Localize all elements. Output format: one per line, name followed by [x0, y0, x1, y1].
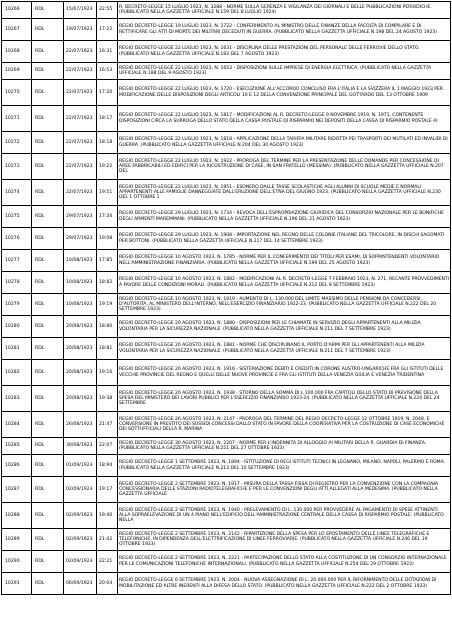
source-type: RDL — [32, 41, 64, 63]
decree-code: 20:04 — [97, 573, 118, 595]
decree-code: 19:22 — [97, 154, 118, 180]
decree-description: REGIO DECRETO-LEGGE 20 AGOSTO 1923, N. 1916 - SISTEMAZIONE DEBITI E CREDITI IN CORONE AUSTRO-UNGARICHE FRA GLI ISTITUTI DELLE VECCHIE PROVINCIE DEL REGNO E QUELLI DELLE NUOVE PROVINCIE E FRA GLI ISTITUTI DELLA VENEZIA GIULIA E VENEZIA TRIDENTINA — [118, 360, 451, 386]
table-row — [2, 106, 451, 132]
decree-code: 18:80 — [97, 316, 118, 338]
record-number: 10287 — [2, 477, 32, 503]
decree-description: REGIO DECRETO-LEGGE 1 SETTEMBRE 1923, N. 1894 - ISTITUZIONE DI REGI ISTITUTI TECNICI IN LEGNANO, MILANO, NAPOLI, PALERMO E ROMA. (PUBBLICATO NELLA GAZZETTA UFFICIALE N.213 DEL 10 SETTEMBRE 1923) — [118, 455, 451, 477]
table-row — [2, 154, 451, 180]
decree-date: 29/07/1923 — [64, 228, 97, 250]
record-number: 10282 — [2, 360, 32, 386]
decree-code: 19:38 — [97, 386, 118, 412]
source-type: RDL — [32, 438, 64, 455]
decree-date: 15/07/1923 — [64, 2, 97, 19]
decree-code: 22:07 — [97, 438, 118, 455]
record-number: 10279 — [2, 294, 32, 316]
table-row — [2, 41, 451, 63]
record-number: 10266 — [2, 2, 32, 19]
decree-code: 19:51 — [97, 180, 118, 206]
table-row — [2, 573, 451, 595]
record-number: 10284 — [2, 412, 32, 438]
source-type: RDL — [32, 338, 64, 360]
decree-code: 16:53 — [97, 63, 118, 80]
decree-description: REGIO DECRETO-LEGGE 22 LUGLIO 1923, N. 1631 - DISCIPLINA DELLE PRESTAZIONI DEL PERSONALE DELLE FERROVIE DELLO STATO. (PUBBLICATO NELLA GAZZETTA UFFICIALE N.183 DEL 7 AGOSTO 1923) — [118, 41, 451, 63]
record-number: 10267 — [2, 19, 32, 41]
table-row — [2, 206, 451, 228]
record-number: 10289 — [2, 529, 32, 551]
decree-code: 18:82 — [97, 272, 118, 294]
decree-description: REGIO DECRETO-LEGGE 20 AGOSTO 1923, N. 1938 - STORNO DELLA SOMMA DI L.100.000 FRA CAPITOLI DELLO STATO DI PREVISIONE DELLA SPESA DEL MINISTERO DEI LAVORI PUBBLICI PER L'ESERCIZIO FINANZIARIO 1923-24. (PUBBLICATO NELLA GAZZETTA UFFICIALE N.224 DEL 24 SETTEMBRE — [118, 386, 451, 412]
decree-date: 22/07/1923 — [64, 80, 97, 106]
decree-date: 30/08/1923 — [64, 438, 97, 455]
record-number: 10290 — [2, 551, 32, 573]
source-type: RDL — [32, 63, 64, 80]
decree-description: REGIO DECRETO-LEGGE 2 SETTEMBRE 1923, N. 2142 - RIPARTIZIONE DELLA SPESA PER LO SPOSTAMENTO DELLE LINEE TELEGRAFICHE E TELEFONICHE, IN DIPENDENZA DELL'ELETTRIFICAZIONE DI LINEE FERROVIARIE. (PUBBLICATO NELLA GAZZETTA UFFICIALE N.246 DEL 19 OTTOBRE 1923) — [118, 529, 451, 551]
source-type: RDL — [32, 106, 64, 132]
table-row — [2, 272, 451, 294]
source-type: RDL — [32, 80, 64, 106]
table-row — [2, 316, 451, 338]
record-number: 10285 — [2, 438, 32, 455]
table-row — [2, 360, 451, 386]
decree-description: REGIO DECRETO-LEGGE 10 AGOSTO 1923, N. 1785 - NORME PER IL CONFERIMENTO DEI TITOLI PER ESAMI, DI SOPRINTENDENTI VOLONTARIO NELL'AMMINISTRAZIONE FINANZIARIA. (PUBBLICATO NELLA GAZZETTA UFFICIALE N.199 DEL 25 AGOSTO 1923) — [118, 250, 451, 272]
decree-date: 22/07/1923 — [64, 106, 97, 132]
decree-description: REGIO DECRETO-LEGGE 29 LUGLIO 1923, N. 1908 - IMPORTAZIONE NEL REGNO DELLE COLONIE ITALIANE DEL TRICOLORE, IN DISCHI SAGOMATI PER BOTTONI. (PUBBLICATO NELLA GAZZETTA UFFICIALE N.217 DEL 14 SETTEMBRE 1923) — [118, 228, 451, 250]
record-number: 10277 — [2, 250, 32, 272]
decree-code: 19:19 — [97, 294, 118, 316]
decree-description: REGIO DECRETO-LEGGE 22 LUGLIO 1923, N. 1922 - PROROGA DEL TERMINE PER LA PRESENTAZIONE DELLE DOMANDE PER CONCESSIONE DI AREE FABBRICABILI ED EDIFICI PER LA RICOSTRUZIONE DI CASE, IN SAN FRATELLO (MESSINA). (PUBBLICATO NELLA GAZZETTA UFFICIALE N.207 DEL — [118, 154, 451, 180]
decree-date: 29/07/1923 — [64, 206, 97, 228]
table-row — [2, 294, 451, 316]
decree-date: 02/09/1923 — [64, 477, 97, 503]
decree-code: 17:22 — [97, 19, 118, 41]
source-type: RDL — [32, 2, 64, 19]
decree-date: 20/08/1923 — [64, 338, 97, 360]
decree-code: 19:40 — [97, 503, 118, 529]
decree-description: REGIO DECRETO-LEGGE 26 AGOSTO 1923, N. 2147 - PROROGA DEL TERMINE DEL REGIO DECRETO-LEGGE 12 OTTOBRE 1919, N. 2048, E CONVERSIONE IN PRESTITO DEI SUSSIDI CONCESSI DALLO STATO IN FAVORE DELLA COOPERATIVA PER LA COSTRUZIONE DI CASE ECONOMICHE DEI SOTTUFFICIALI DELLA R. MARINA — [118, 412, 451, 438]
decree-code: 18:18 — [97, 132, 118, 154]
decree-date: 22/07/1923 — [64, 132, 97, 154]
table-row — [2, 551, 451, 573]
table-row — [2, 338, 451, 360]
decree-date: 20/08/1923 — [64, 316, 97, 338]
decree-date: 02/09/1923 — [64, 503, 97, 529]
record-number: 10268 — [2, 41, 32, 63]
decree-description: REGIO DECRETO-LEGGE 6 SETTEMBRE 1923, N. 2004 - NUOVA ASSEGNAZIONE DI L. 20.000.000 PER IL RIFORNIMENTO DELLE DOTAZIONI DI MOBILITAZIONE ED ALTRE INERENTI ALLA DIFESA DELLO STATO. (PUBBLICATO NELLA GAZZETTA UFFICIALE N.222 DEL 2 OTTOBRE 1923) — [118, 573, 451, 595]
decree-description: REGIO DECRETO-LEGGE 20 AGOSTO 1923, N. 1881 - NORME CHE DISCIPLINANO IL PORTO D'ARMI PER GLI APPARTENENTI ALLA MILIZIA VOLONTARIA PER LA SICUREZZA NAZIONALE. (PUBBLICATO NELLA GAZZETTA UFFICIALE N.211 DEL 7 SETTEMBRE 1923) — [118, 338, 451, 360]
decree-date: 22/07/1923 — [64, 41, 97, 63]
decree-description: REGIO DECRETO-LEGGE 2 SETTEMBRE 1923, N. 2221 - PARTECIPAZIONE DELLO STATO ALLA COSTITUZIONE DI UN CONSORZIO INTERNAZIONALE PER LE COMUNICAZIONI TELEFONICHE INTERNAZIONALI. (PUBBLICATO NELLA GAZZETTA UFFICIALE N.254 DEL 29 OTTOBRE 1923) — [118, 551, 451, 573]
table-row — [2, 63, 451, 80]
record-number: 10269 — [2, 63, 32, 80]
decree-code: 22:55 — [97, 2, 118, 19]
table-row — [2, 250, 451, 272]
decree-date: 19/07/1923 — [64, 19, 97, 41]
decree-description: REGIO DECRETO-LEGGE 19 LUGLIO 1923, N. 1722 - CONFERIMENTO AL MINISTRO DELLE FINANZE DELLA FACOLTA DI COMPILARE E DI RETTIFICARE GLI ATTI DI MORTE DEI MILITARI DECEDUTI IN GUERRA. (PUBBLICATO NELLA GAZZETTA UFFICIALE N.198 DEL 24 AGOSTO 1923) — [118, 19, 451, 41]
decree-code: 17:20 — [97, 80, 118, 106]
decree-description: REGIO DECRETO-LEGGE 2 SETTEMBRE 1923, N. 1940 - PRELEVAMENTO DI L. 130.000 PER PROVVEDERE AL PAGAMENTO DI SPESE ATTINENTI ALLA SOPRAELEVAZIONE DI UN 4 PIANO NELL'EDIFICIO DELL'AMMINISTRAZIONE CENTRALE DELLA CASSA DI RISPARMIO POSTALE. (PUBBLICATO NELLA — [118, 503, 451, 529]
decree-code: 21:47 — [97, 412, 118, 438]
table-row — [2, 228, 451, 250]
source-type: RDL — [32, 180, 64, 206]
source-type: RDL — [32, 551, 64, 573]
source-type: RDL — [32, 250, 64, 272]
table-row — [2, 477, 451, 503]
source-type: RDL — [32, 360, 64, 386]
decree-code: 17:85 — [97, 250, 118, 272]
decree-date: 20/08/1923 — [64, 360, 97, 386]
source-type: RDL — [32, 206, 64, 228]
decree-date: 22/07/1923 — [64, 63, 97, 80]
decree-date: 06/09/1923 — [64, 573, 97, 595]
table-row — [2, 19, 451, 41]
decree-description: REGIO DECRETO-LEGGE 22 LUGLIO 1923, N. 1653 - DISPOSIZIONI SULLE IMPRESE DI ENERGIA ELETTRICA. (PUBBLICATO NELLA GAZZETTA UFFICIALE N.188 DEL 9 AGOSTO 1923) — [118, 63, 451, 80]
source-type: RDL — [32, 154, 64, 180]
source-type: RDL — [32, 132, 64, 154]
decree-description: REGIO DECRETO-LEGGE 10 AGOSTO 1923, N. 1882 - MODIFICAZIONI AL R. DECRETO-LEGGE 7 FEBBRAIO 1923, N. 271, RECANTE PROVVEDIMENTI A FAVORE DELLE CONDIZIONI MORALI. (PUBBLICATO NELLA GAZZETTA UFFICIALE N.212 DEL 8 SETTEMBRE 1923) — [118, 272, 451, 294]
source-type: RDL — [32, 19, 64, 41]
source-type: RDL — [32, 294, 64, 316]
decree-date: 26/08/1923 — [64, 412, 97, 438]
decree-date: 10/08/1923 — [64, 250, 97, 272]
record-number: 10288 — [2, 503, 32, 529]
decree-code: 22:21 — [97, 551, 118, 573]
record-number: 10286 — [2, 455, 32, 477]
decree-description: R. DECRETO-LEGGE 15 LUGLIO 1923, N. 3288 - NORME SULLA GERENZA E VIGILANZA DEI GIORNALI E DELLE PUBBLICAZIONI PERIODICHE. (PUBBLICATO NELLA GAZZETTA UFFICIALE N.159 DEL 8 LUGLIO 1924) — [118, 2, 451, 19]
decree-code: 19:08 — [97, 228, 118, 250]
table-row — [2, 529, 451, 551]
decree-code: 17:34 — [97, 206, 118, 228]
record-number: 10272 — [2, 132, 32, 154]
record-number: 10283 — [2, 386, 32, 412]
record-number: 10291 — [2, 573, 32, 595]
record-number: 10281 — [2, 338, 32, 360]
decree-table — [1, 1, 451, 595]
table-row — [2, 180, 451, 206]
table-row — [2, 455, 451, 477]
decree-date: 01/09/1923 — [64, 455, 97, 477]
decree-date: 10/08/1923 — [64, 294, 97, 316]
decree-description: REGIO DECRETO-LEGGE 2 SETTEMBRE 1923, N. 1917 - MISURA DELLA TASSA FISSA DI REGISTRO PER LA CONVENZIONE CON LA COMPAGNIA CONCESSIONARIA DELLE STAZIONI RADIOTELEGRAFICHE E PER LE CONVENZIONI DEGLI ATTI ALLEGATI ALLA MEDESIMA. (PUBBLICATO NELLA GAZZETTA UFFICIALE — [118, 477, 451, 503]
table-row — [2, 412, 451, 438]
decree-date: 10/08/1923 — [64, 272, 97, 294]
source-type: RDL — [32, 455, 64, 477]
table-row — [2, 132, 451, 154]
decree-code: 18:17 — [97, 106, 118, 132]
decree-description: REGIO DECRETO-LEGGE 22 LUGLIO 1923, N. 1720 - ESECUZIONE ALL'ACCORDO CONCLUSO FRA L'ITALIA E LA SVIZZERA IL 1 MAGGIO 1923 PER MODIFICAZIONE DELLE DISPOSIZIONI DEGLI ARTICOLI 10 E 12 DELLA CONVENZIONE PRINCIPALE DEL GOTTARDO DEL 13 OTTOBRE 1909 — [118, 80, 451, 106]
decree-code: 19:17 — [97, 477, 118, 503]
table-row — [2, 438, 451, 455]
table-row — [2, 2, 451, 19]
record-number: 10275 — [2, 206, 32, 228]
table-row — [2, 503, 451, 529]
decree-date: 20/08/1923 — [64, 386, 97, 412]
source-type: RDL — [32, 228, 64, 250]
decree-description: REGIO DECRETO-LEGGE 30 AGOSTO 1923, N. 2207 - NORME PER L'INDENNITA DI ALLOGGIO AI MILITARI DELLA R. GUARDIA DI FINANZA. (PUBBLICATO NELLA GAZZETTA UFFICIALE N.251 DEL 27 OTTOBRE 1923) — [118, 438, 451, 455]
decree-description: REGIO DECRETO-LEGGE 22 LUGLIO 1923, N. 1818 - APPLICAZIONE DELLA TARIFFA MILITARE RIDOTTA PEI TRASPORTI DEI MUTILATI ED INVALIDI DI GUERRA. (PUBBLICATO NELLA GAZZETTA UFFICIALE N.204 DEL 30 AGOSTO 1923) — [118, 132, 451, 154]
source-type: RDL — [32, 529, 64, 551]
table-row — [2, 386, 451, 412]
source-type: RDL — [32, 316, 64, 338]
source-type: RDL — [32, 573, 64, 595]
decree-code: 19:16 — [97, 360, 118, 386]
source-type: RDL — [32, 272, 64, 294]
decree-date: 02/09/1923 — [64, 529, 97, 551]
decree-code: 16:31 — [97, 41, 118, 63]
record-number: 10274 — [2, 180, 32, 206]
decree-date: 22/07/1923 — [64, 180, 97, 206]
source-type: RDL — [32, 503, 64, 529]
decree-description: REGIO DECRETO-LEGGE 22 LUGLIO 1923, N. 1817 - MODIFICAZIONI AL R. DECRETO-LEGGE 9 NOVEMBRE 1919, N. 1971, CONTENENTE DISPOSIZIONI CIRCA LA SURROGA DELLO STATO DELLA CASSA POSTALE DI RISPARMIO NEI DEPOSITI DELLA CASSA DI RISPARMIO POSTALE AI — [118, 106, 451, 132]
decree-code: 18:94 — [97, 455, 118, 477]
record-number: 10278 — [2, 272, 32, 294]
record-number: 10270 — [2, 80, 32, 106]
decree-description: REGIO DECRETO-LEGGE 29 LUGLIO 1923, N. 1734 - REVOCA DELL'ESPROPRIAZIONE GIURIDICA DEL CONSORZIO NAZIONALE PER LE BONIFICHE DEGLI ARMENTI MAREMMANI. (PUBBLICATO NELLA GAZZETTA UFFICIALE N.196 DEL 21 AGOSTO 1923) — [118, 206, 451, 228]
record-number: 10271 — [2, 106, 32, 132]
record-number: 10280 — [2, 316, 32, 338]
decree-code: 18:81 — [97, 338, 118, 360]
source-type: RDL — [32, 477, 64, 503]
record-number: 10273 — [2, 154, 32, 180]
decree-code: 21:42 — [97, 529, 118, 551]
decree-description: REGIO DECRETO-LEGGE 10 AGOSTO 1923, N. 1919 - AUMENTO DI L. 130.000 DEL LIMITE MASSIMO DELLE PENSIONI DA CONCEDERSI, D'AUTORITA, AL MINISTERO DELL'INTERNO, NELL'ESERCIZIO FINANZIARIO 1922-23. (PUBBLICATO NELLA GAZZETTA UFFICIALE N.222 DEL 20 SETTEMBRE 1923) — [118, 294, 451, 316]
source-type: RDL — [32, 412, 64, 438]
decree-description: REGIO DECRETO-LEGGE 20 AGOSTO 1923, N. 1880 - DISPOSIZIONI PER LE CHIAMATE IN SERVIZIO DEGLI APPARTENENTI ALLA MILIZIA VOLONTARIA PER LA SICUREZZA NAZIONALE. (PUBBLICATO NELLA GAZZETTA UFFICIALE N.211 DEL 7 SETTEMBRE 1923) — [118, 316, 451, 338]
record-number: 10276 — [2, 228, 32, 250]
decree-date: 02/09/1923 — [64, 551, 97, 573]
decree-description: REGIO DECRETO-LEGGE 22 LUGLIO 1923, N. 1951 - ESONERO DALLE TASSE SCOLASTICHE AGLI ALUNNI DI SCUOLE MEDIE E NORMALI APPARTENENTI ALLE FAMIGLIE DANNEGGIATE DALL'ERUZIONE DELL'ETNA DEL GIUGNO 1923. (PUBBLICATO NELLA GAZZETTA UFFICIALE N.230 DEL 1 OTTOBRE 1 — [118, 180, 451, 206]
source-type: RDL — [32, 386, 64, 412]
table-row — [2, 80, 451, 106]
decree-date: 22/07/1923 — [64, 154, 97, 180]
